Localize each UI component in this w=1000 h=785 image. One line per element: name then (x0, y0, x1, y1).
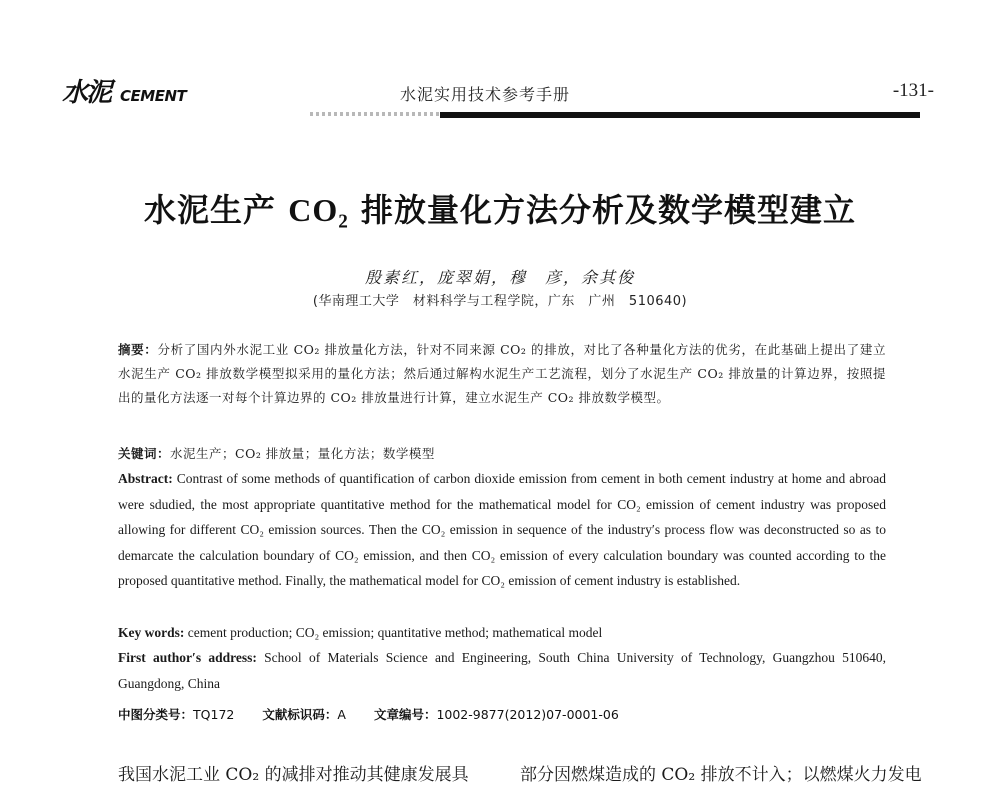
art-label: 文章编号： (373, 707, 437, 722)
page-number: -131- (892, 80, 934, 101)
authors: 殷素红，庞翠娟，穆 彦，余其俊 (364, 268, 635, 287)
abstract-en (118, 466, 886, 594)
author-address (118, 645, 886, 696)
journal-logo (62, 72, 186, 109)
keywords-en-text: cement production; CO₂ emission; quantitative method; mathematical model (187, 625, 603, 640)
keywords-cn (118, 442, 886, 466)
title-part1: 水泥生产 (144, 191, 289, 229)
abstract-cn (118, 338, 886, 410)
paper-title (0, 185, 1000, 231)
doc-label: 文献标识码： (262, 707, 338, 722)
logo-en: CEMENT (120, 87, 187, 105)
header-rule-dotted (310, 112, 440, 116)
title-part2: 排放量化方法分析及数学模型建立 (348, 191, 856, 229)
clc-number (118, 705, 234, 723)
clc-value: TQ172 (193, 707, 235, 722)
doc-value: A (337, 707, 346, 722)
doc-code (262, 705, 346, 723)
body-right-column: 部分因燃煤造成的 CO₂ 排放不计入；以燃煤火力发电 (520, 765, 922, 785)
keywords-en-label: Key words: (118, 625, 185, 640)
title-formula: CO₂ (288, 192, 349, 228)
affiliation: (华南理工大学 材料科学与工程学院，广东 广州 510640) (312, 294, 688, 309)
abstract-en-label: Abstract: (118, 471, 173, 486)
art-value: 1002-9877(2012)07-0001-06 (436, 707, 619, 722)
abstract-cn-text: 分析了国内外水泥工业 CO₂ 排放量化方法，针对不同来源 CO₂ 的排放，对比了各种量化方法的优劣，在此基础上提出了建立水泥生产 CO₂ 排放数学模型拟采用的量化方法；然后通过解构水泥生产工艺流程，划分了水泥生产 CO₂ 排放量的计算边界，按照提出的量化方法逐一对每个计算边界的 CO₂ 排放量进行计算，建立水泥生产 CO₂ 排放数学模型。 (118, 342, 886, 405)
keywords-en (118, 620, 886, 646)
keywords-cn-label: 关键词： (118, 446, 171, 461)
clc-label: 中图分类号： (118, 707, 194, 722)
keywords-cn-text: 水泥生产；CO₂ 排放量；量化方法；数学模型 (170, 446, 435, 461)
classification-line (118, 705, 619, 723)
abstract-cn-label: 摘要： (118, 342, 158, 357)
address-label: First author′s address: (118, 650, 257, 665)
address-text: School of Materials Science and Engineering, South China University of Technology, Guangzhou 510640, Guangdong, China (118, 650, 887, 691)
abstract-en-text: Contrast of some methods of quantification of carbon dioxide emission from cement in both cement industry at home and abroad were sdudied, the most appropriate quantitative method for the mathematical model for CO₂ emission of cement industry was proposed allowing for different CO₂ emission sources. Then the CO₂ emission in sequence of the industry′s process flow was deconstructed so as to demarcate the calculation boundary of CO₂ emission, and then CO₂ emission of every calculation boundary was counted according to the proposed quantitative method. Finally, the mathematical model for CO₂ emission of cement industry is established. (118, 471, 886, 588)
logo-cn: 水泥 (62, 78, 111, 108)
header-rule (440, 112, 920, 118)
body-left-column: 我国水泥工业 CO₂ 的减排对推动其健康发展具 (118, 765, 469, 785)
article-number (374, 705, 619, 723)
journal-title: 水泥实用技术参考手册 (400, 85, 571, 104)
